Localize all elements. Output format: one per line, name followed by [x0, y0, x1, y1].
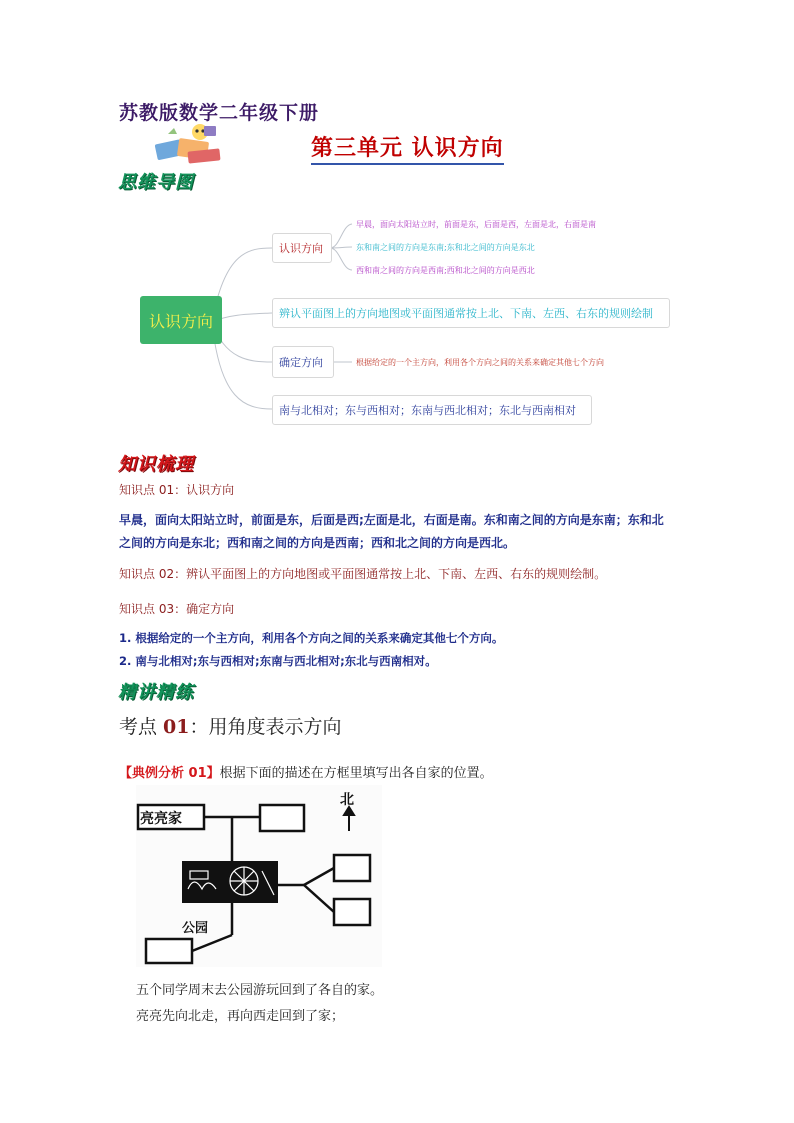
knowledge-point-3-item: 2. 南与北相对;东与西相对;东南与西北相对;东北与西南相对。 — [119, 654, 437, 668]
example-tag: 【典例分析 01】 — [119, 766, 220, 781]
test-point-number: 01 — [163, 716, 190, 738]
example-text: 根据下面的描述在方框里填写出各自家的位置。 — [219, 766, 493, 781]
series-title: 苏教版数学二年级下册 — [119, 102, 320, 124]
home-label: 亮亮家 — [140, 811, 182, 827]
section-heading-practice: 精讲精练 — [118, 682, 194, 703]
mind-map-branch-opposite — [272, 395, 592, 425]
branch-label: 确定方向 — [279, 356, 323, 369]
mind-map — [130, 210, 690, 430]
mind-map-leaf: 东和南之间的方向是东南;东和北之间的方向是东北 — [356, 243, 535, 252]
problem-line-2: 亮亮先向北走，再向西走回到了家； — [136, 1009, 345, 1024]
knowledge-point-1-body-line1: 早晨，面向太阳站立时，前面是东，后面是西;左面是北，右面是南。东和南之间的方向是东南；东和北 — [119, 513, 664, 527]
problem-line-1: 五个同学周末去公园游玩回到了各自的家。 — [136, 983, 384, 998]
mind-map-root-label: 认识方向 — [148, 311, 213, 331]
north-label: 北 — [340, 792, 354, 808]
mind-map-leaf: 西和南之间的方向是西南;西和北之间的方向是西北 — [356, 266, 535, 275]
example-analysis — [119, 762, 493, 781]
test-point-text: ：用角度表示方向 — [189, 716, 342, 738]
knowledge-point-2: 知识点 02：辨认平面图上的方向地图或平面图通常按上北、下南、左西、右东的规则绘制。 — [119, 567, 607, 581]
knowledge-point-1-title: 知识点 01：认识方向 — [119, 483, 235, 497]
unit-title: 第三单元 认识方向 — [311, 131, 504, 165]
mind-map-branch-determine — [272, 346, 334, 378]
test-point-heading — [119, 712, 342, 739]
section-heading-mindmap: 思维导图 — [118, 172, 194, 193]
section-heading-knowledge: 知识梳理 — [118, 454, 194, 475]
mind-map-leaf: 根据给定的一个主方向，利用各个方向之间的关系来确定其他七个方向 — [356, 358, 604, 367]
mind-map-branch-plan — [272, 298, 670, 328]
branch-label: 南与北相对；东与西相对；东南与西北相对；东北与西南相对 — [279, 404, 576, 417]
mind-map-branch-recognize — [272, 233, 332, 263]
map-figure — [136, 785, 382, 967]
branch-label: 认识方向 — [279, 242, 323, 255]
knowledge-point-3-title: 知识点 03：确定方向 — [119, 602, 235, 616]
knowledge-point-3-item: 1. 根据给定的一个主方向，利用各个方向之间的关系来确定其他七个方向。 — [119, 631, 504, 645]
mind-map-leaf: 早晨，面向太阳站立时，前面是东，后面是西，左面是北，右面是南 — [356, 220, 596, 229]
test-point-prefix: 考点 — [119, 716, 164, 738]
knowledge-point-1-body-line2: 之间的方向是东北；西和南之间的方向是西南；西和北之间的方向是西北。 — [119, 536, 516, 550]
park-label: 公园 — [182, 921, 209, 936]
mind-map-root — [140, 296, 222, 344]
book-illustration-icon — [148, 122, 228, 168]
branch-label: 辨认平面图上的方向地图或平面图通常按上北、下南、左西、右东的规则绘制 — [279, 307, 653, 320]
